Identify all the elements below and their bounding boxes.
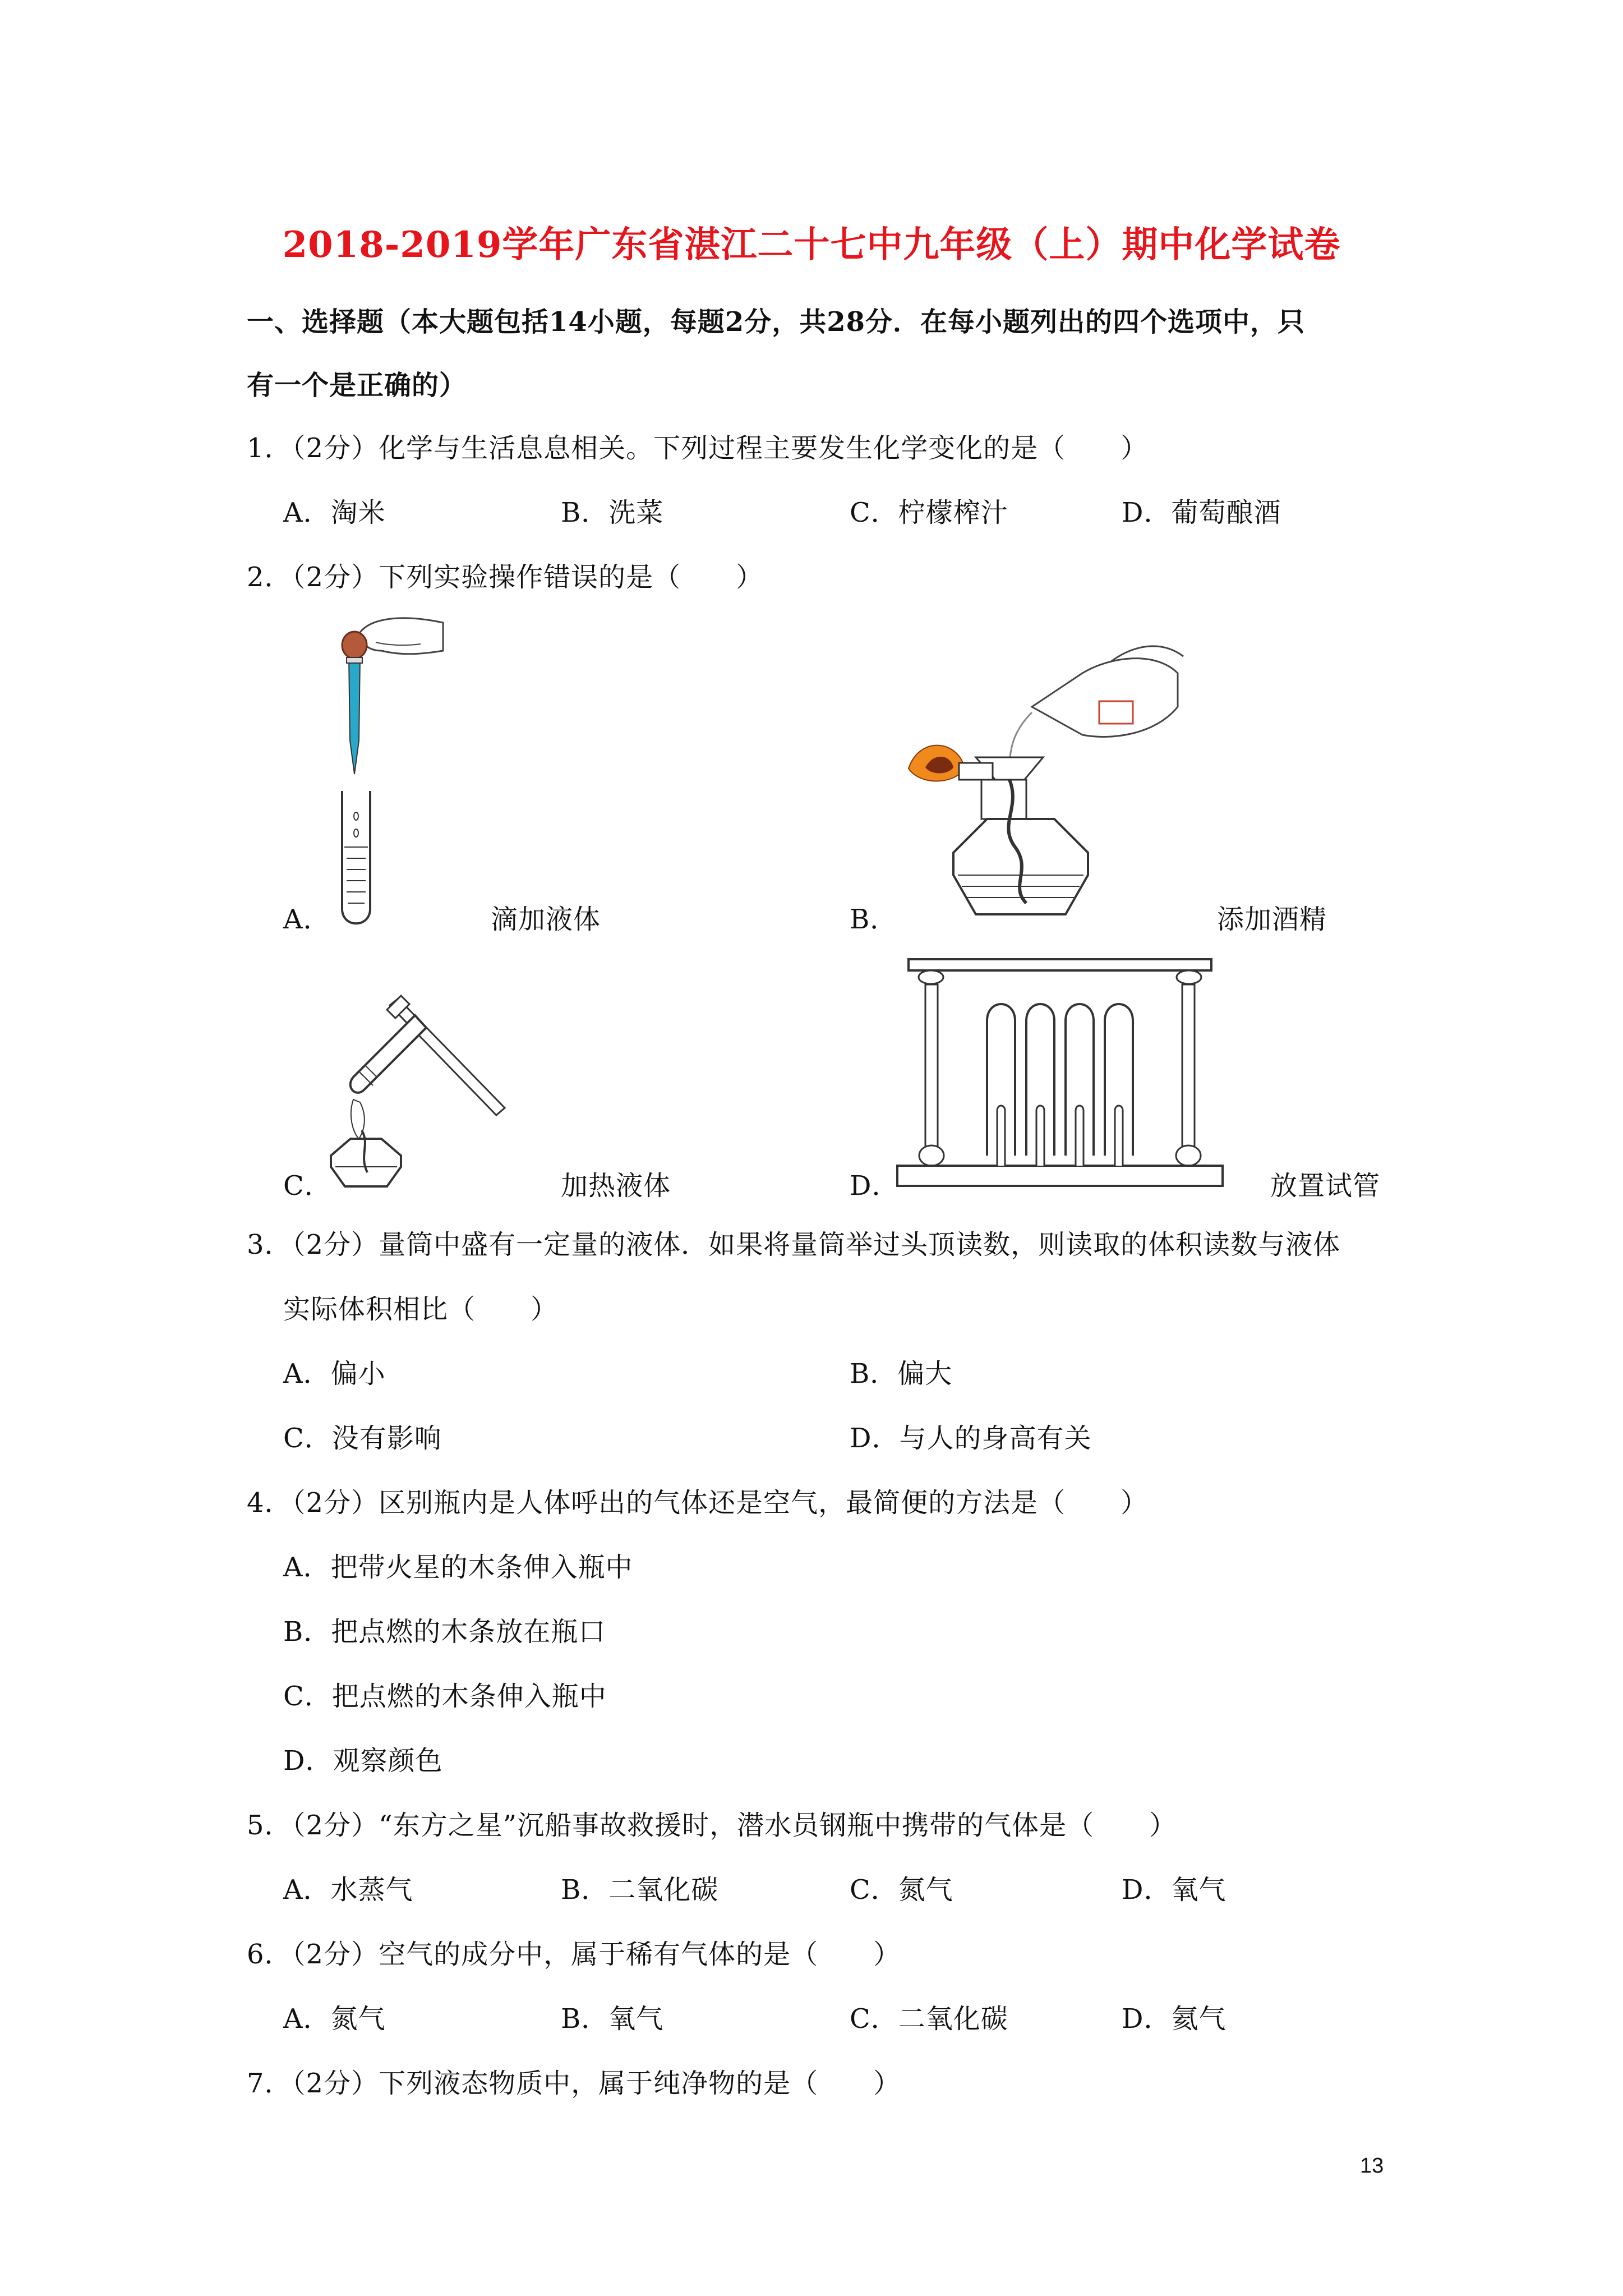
dropper-figure — [320, 611, 454, 937]
q2-option-a-caption: 滴加液体 — [491, 904, 601, 935]
heating-liquid-figure — [320, 987, 555, 1195]
page-number: 13 — [1360, 2154, 1384, 2178]
q5-option-c: C．氮气 — [850, 1874, 953, 1906]
q2-option-b-letter: B． — [850, 904, 898, 935]
q2-option-b-caption: 添加酒精 — [1217, 904, 1327, 935]
q5-option-b: B．二氧化碳 — [561, 1874, 719, 1906]
section-header-line2: 有一个是正确的） — [247, 370, 467, 401]
q2-option-d-letter: D． — [850, 1170, 900, 1202]
q3-option-a: A．偏小 — [283, 1358, 386, 1389]
question-6-stem: 6．（2分）空气的成分中，属于稀有气体的是（ ） — [247, 1939, 901, 1970]
q6-option-b: B．氧气 — [561, 2003, 664, 2035]
test-tube-rack-figure — [892, 954, 1228, 1200]
question-2-stem: 2．（2分）下列实验操作错误的是（ ） — [247, 562, 764, 593]
q1-option-c: C．柠檬榨汁 — [850, 497, 1008, 528]
q4-option-a: A．把带火星的木条伸入瓶中 — [283, 1552, 633, 1583]
section-header-line1: 一、选择题（本大题包括14小题，每题2分，共28分．在每小题列出的四个选项中，只 — [247, 306, 1305, 338]
q6-option-d: D．氦气 — [1122, 2003, 1227, 2035]
q1-option-b: B．洗菜 — [561, 497, 664, 528]
q3-option-b: B．偏大 — [850, 1358, 953, 1389]
q2-option-c-caption: 加热液体 — [561, 1170, 671, 1202]
q6-option-a: A．氮气 — [283, 2003, 386, 2035]
q2-option-a-letter: A． — [283, 904, 331, 935]
q5-option-d: D．氧气 — [1122, 1874, 1227, 1906]
question-3-stem-line2: 实际体积相比（ ） — [283, 1294, 559, 1325]
q3-option-c: C．没有影响 — [283, 1423, 442, 1454]
alcohol-lamp-funnel-figure — [897, 639, 1189, 931]
page-title: 2018-2019学年广东省湛江二十七中九年级（上）期中化学试卷 — [282, 224, 1341, 266]
question-5-stem: 5．（2分）“东方之星”沉船事故救援时，潜水员钢瓶中携带的气体是（ ） — [247, 1810, 1177, 1841]
q4-option-b: B．把点燃的木条放在瓶口 — [283, 1616, 606, 1648]
q4-option-c: C．把点燃的木条伸入瓶中 — [283, 1681, 607, 1712]
q6-option-c: C．二氧化碳 — [850, 2003, 1008, 2035]
question-1-stem: 1．（2分）化学与生活息息相关。下列过程主要发生化学变化的是（ ） — [247, 432, 1149, 464]
q2-option-c-letter: C． — [283, 1170, 332, 1202]
q2-option-d-caption: 放置试管 — [1270, 1170, 1381, 1202]
question-3-stem-line1: 3．（2分）量筒中盛有一定量的液体．如果将量筒举过头顶读数，则读取的体积读数与液体 — [247, 1229, 1341, 1260]
question-4-stem: 4．（2分）区别瓶内是人体呼出的气体还是空气，最简便的方法是（ ） — [247, 1487, 1149, 1519]
question-7-stem: 7．（2分）下列液态物质中，属于纯净物的是（ ） — [247, 2068, 901, 2099]
q1-option-a: A．淘米 — [283, 497, 386, 528]
q5-option-a: A．水蒸气 — [283, 1874, 413, 1906]
q4-option-d: D．观察颜色 — [283, 1745, 443, 1777]
q1-option-d: D．葡萄酿酒 — [1122, 497, 1281, 528]
q3-option-d: D．与人的身高有关 — [850, 1423, 1092, 1454]
